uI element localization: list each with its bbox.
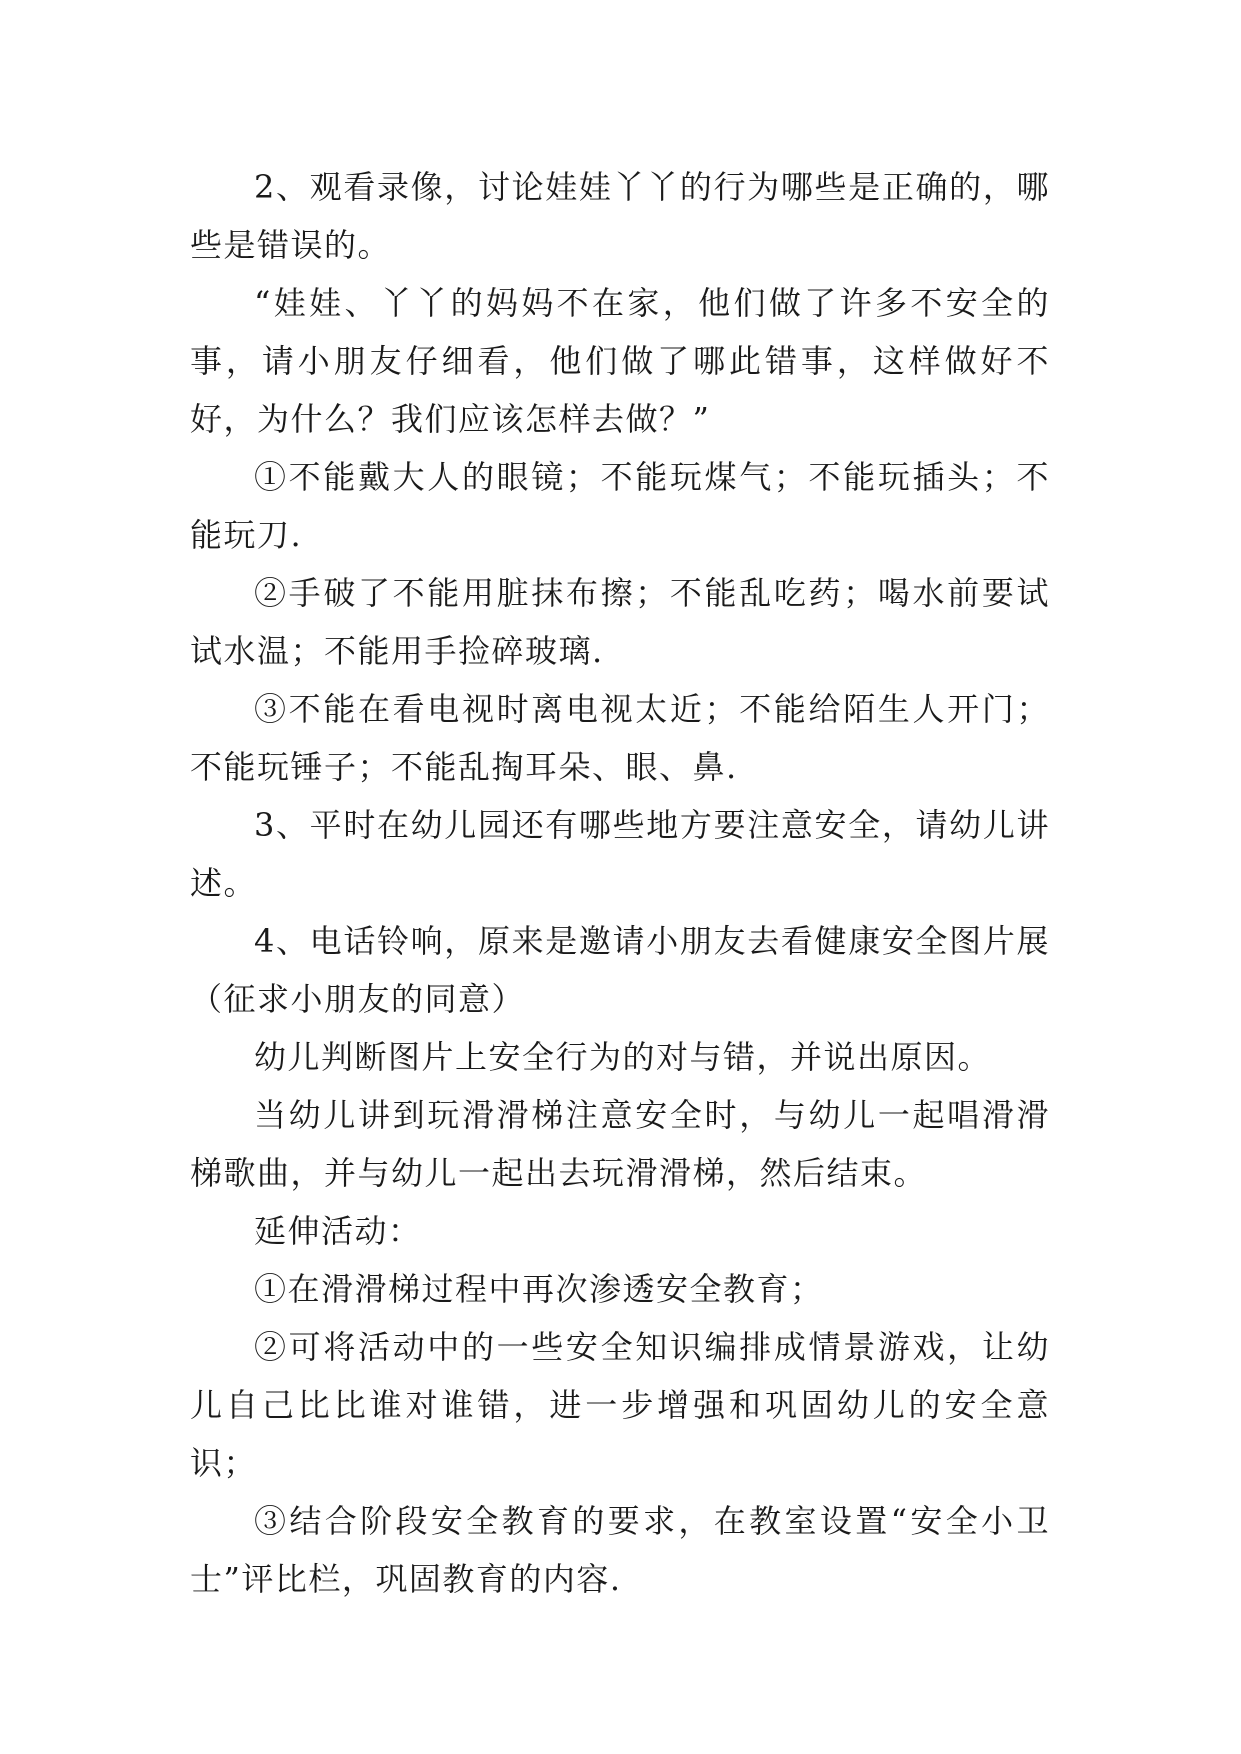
paragraph-step-3: 3、平时在幼儿园还有哪些地方要注意安全，请幼儿讲述。 [190,806,1050,902]
paragraph-slide: 当幼儿讲到玩滑滑梯注意安全时，与幼儿一起唱滑滑梯歌曲，并与幼儿一起出去玩滑滑梯，然后结束。 [190,1096,1050,1192]
document-body [190,158,1050,1608]
paragraph-step-4: 4、电话铃响，原来是邀请小朋友去看健康安全图片展（征求小朋友的同意） [190,922,1050,1018]
paragraph-quote: “娃娃、丫丫的妈妈不在家，他们做了许多不安全的事，请小朋友仔细看，他们做了哪此错事，这样做好不好，为什么？我们应该怎样去做？” [190,284,1050,438]
paragraph-extension-heading: 延伸活动： [254,1212,422,1250]
paragraph-judge: 幼儿判断图片上安全行为的对与错，并说出原因。 [254,1038,992,1076]
paragraph-rule-2: ②手破了不能用脏抹布擦；不能乱吃药；喝水前要试试水温；不能用手捡碎玻璃. [190,574,1050,670]
paragraph-extension-1: ①在滑滑梯过程中再次渗透安全教育； [254,1270,824,1308]
paragraph-extension-2: ②可将活动中的一些安全知识编排成情景游戏，让幼儿自己比比谁对谁错，进一步增强和巩固幼儿的安全意识； [190,1328,1050,1482]
paragraph-rule-3: ③不能在看电视时离电视太近；不能给陌生人开门；不能玩锤子；不能乱掏耳朵、眼、鼻. [190,690,1050,786]
paragraph-step-2: 2、观看录像，讨论娃娃丫丫的行为哪些是正确的，哪些是错误的。 [190,168,1050,264]
paragraph-rule-1: ①不能戴大人的眼镜；不能玩煤气；不能玩插头；不能玩刀. [190,458,1050,554]
paragraph-extension-3: ③结合阶段安全教育的要求，在教室设置“安全小卫士”评比栏，巩固教育的内容. [190,1502,1050,1598]
